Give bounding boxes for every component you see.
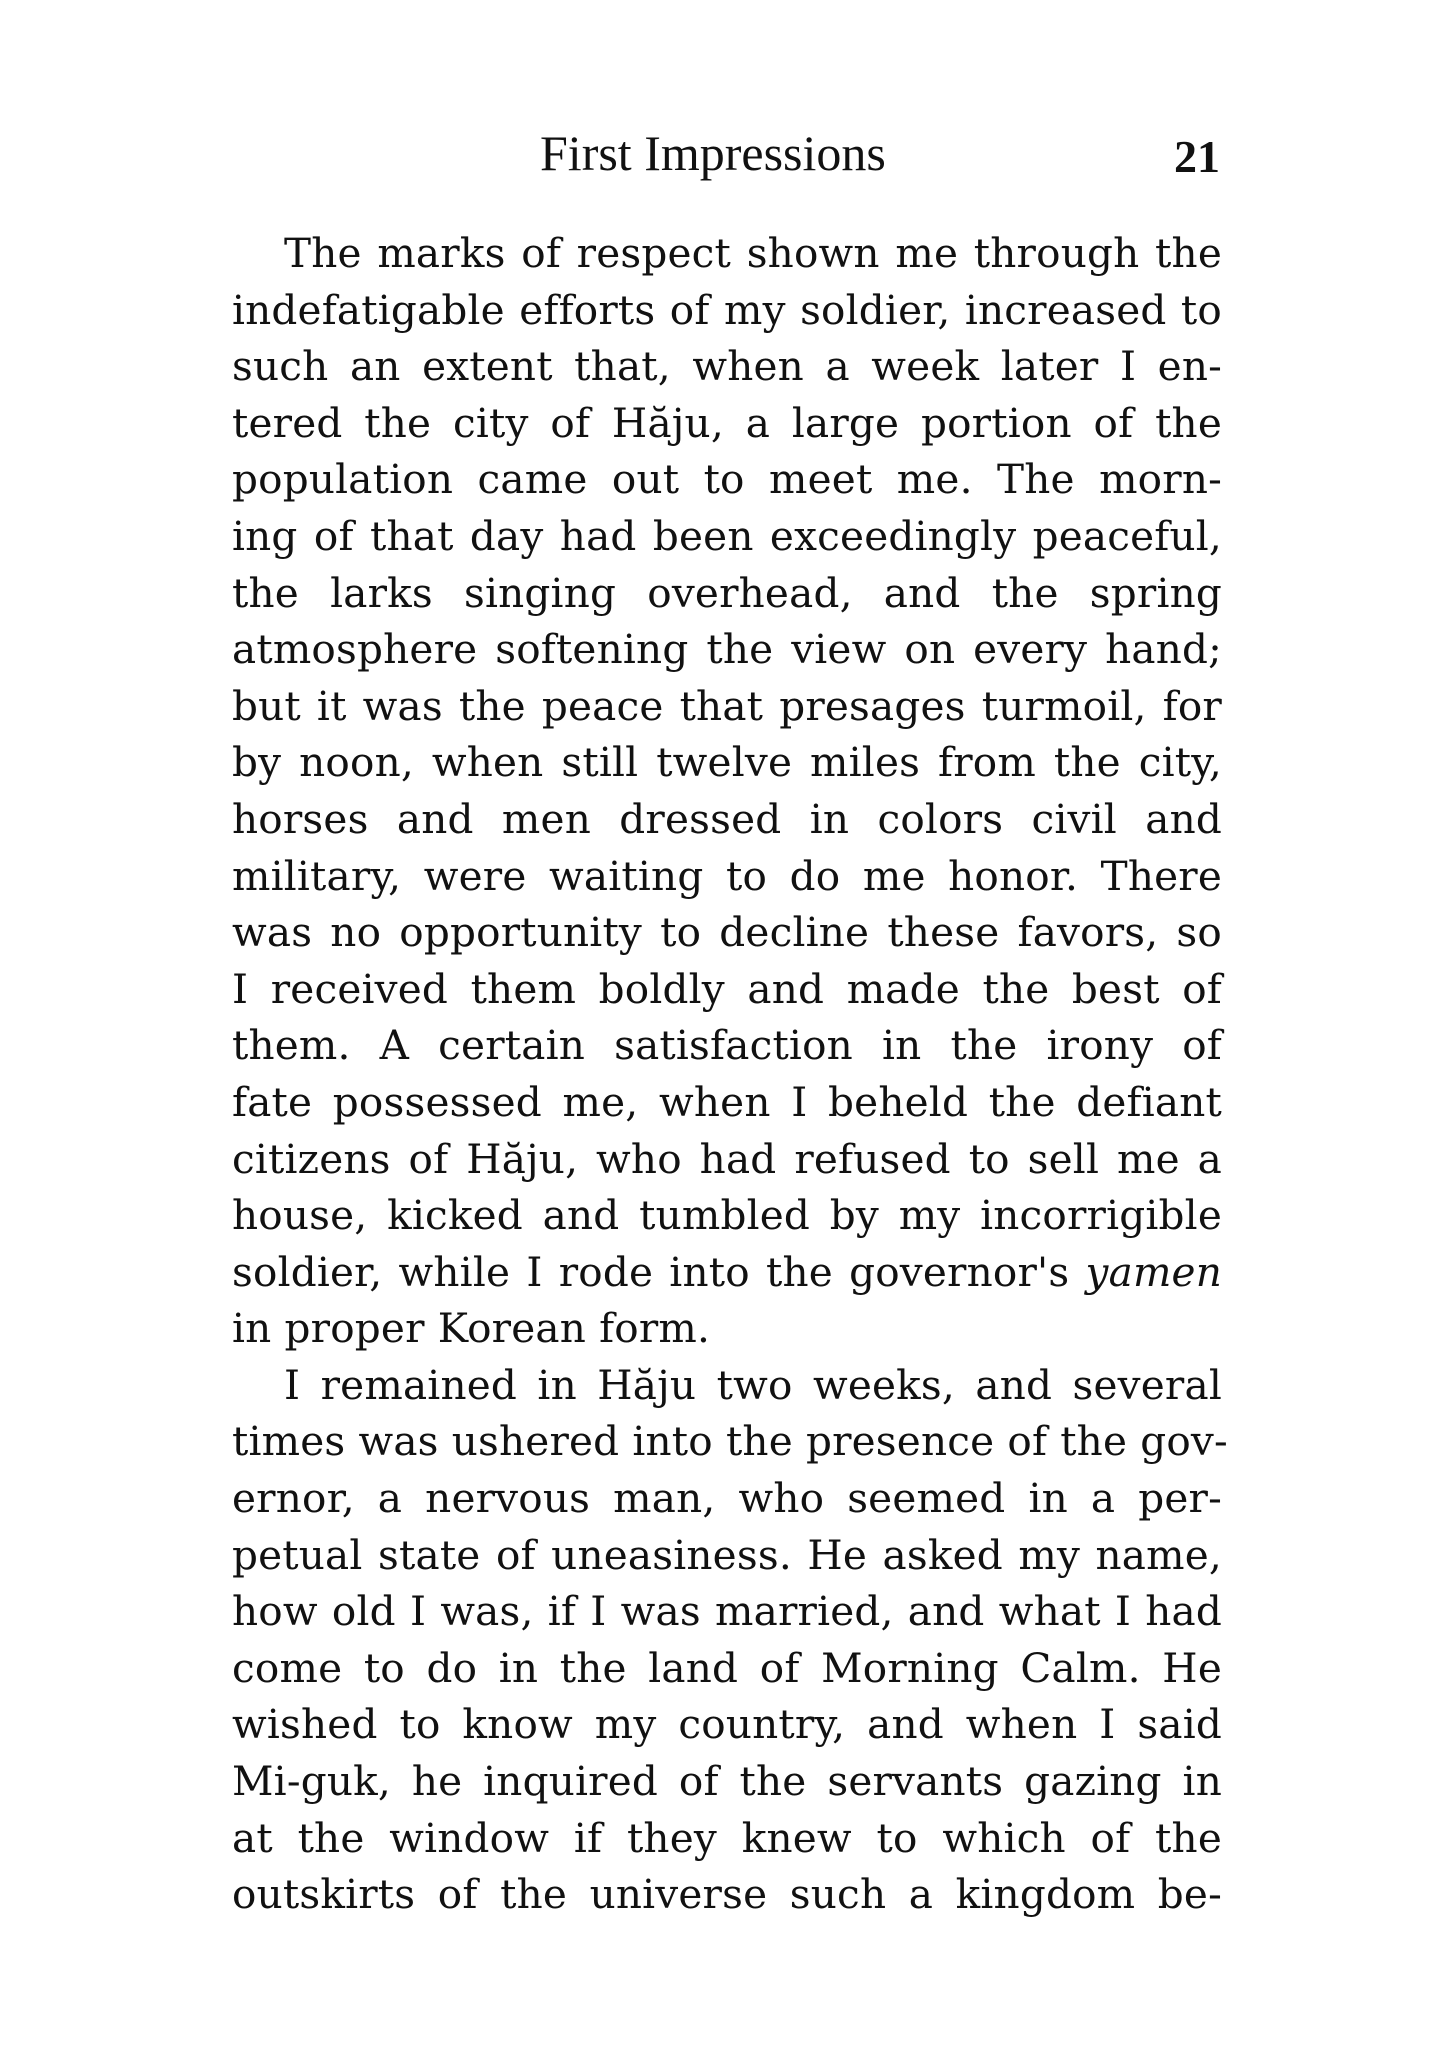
text-line: fate possessed me, when I beheld the defiant (232, 1077, 1222, 1126)
text-line: tered the city of Hăju, a large portion of the (232, 398, 1222, 447)
text-line: petual state of uneasiness. He asked my name, (232, 1530, 1222, 1579)
text-line: outskirts of the universe such a kingdom be- (232, 1870, 1222, 1919)
text-line: house, kicked and tumbled by my incorrigible (232, 1191, 1222, 1240)
body-text (232, 225, 1228, 1923)
text-line-with-italic (232, 1244, 1222, 1301)
page-number: 21 (1174, 131, 1220, 182)
text-line: Mi-guk, he inquired of the servants gazing in (232, 1757, 1222, 1806)
text-line: by noon, when still twelve miles from the city, (232, 738, 1222, 787)
text-line: was no opportunity to decline these favors, so (232, 908, 1222, 957)
text-line: how old I was, if I was married, and what I had (232, 1587, 1222, 1636)
text-line: I received them boldly and made the best of (232, 964, 1222, 1013)
text-line: wished to know my country, and when I said (232, 1700, 1222, 1749)
text-line: come to do in the land of Morning Calm. He (232, 1643, 1222, 1692)
text-line: The marks of respect shown me through the (284, 229, 1222, 277)
text-line: them. A certain satisfaction in the irony of (232, 1021, 1222, 1070)
chapter-title: First Impressions (540, 125, 886, 181)
text-line: atmosphere softening the view on every hand; (232, 625, 1222, 674)
text-line: such an extent that, when a week later I en- (232, 342, 1222, 391)
text-line: I remained in Hăju two weeks, and several (284, 1360, 1222, 1409)
text-line: population came out to meet me. The morn- (232, 455, 1222, 504)
text-line: ernor, a nervous man, who seemed in a per- (232, 1474, 1222, 1523)
text-line: horses and men dressed in colors civil and (232, 794, 1222, 843)
text-fragment: soldier, while I rode into the governor's (232, 1247, 1070, 1296)
text-line: in proper Korean form. (232, 1304, 711, 1353)
text-line: but it was the peace that presages turmoil, for (232, 681, 1222, 730)
text-line: citizens of Hăju, who had refused to sell me a (232, 1134, 1222, 1183)
text-line: indefatigable efforts of my soldier, increased to (232, 285, 1222, 334)
running-header (240, 118, 1220, 188)
text-line: the larks singing overhead, and the spring (232, 568, 1222, 617)
text-line: at the window if they knew to which of the (232, 1813, 1222, 1862)
text-line: times was ushered into the presence of the gov- (232, 1417, 1228, 1466)
italic-term: yamen (1085, 1247, 1223, 1296)
text-line: ing of that day had been exceedingly peaceful, (232, 511, 1222, 560)
text-line: military, were waiting to do me honor. There (232, 851, 1222, 900)
